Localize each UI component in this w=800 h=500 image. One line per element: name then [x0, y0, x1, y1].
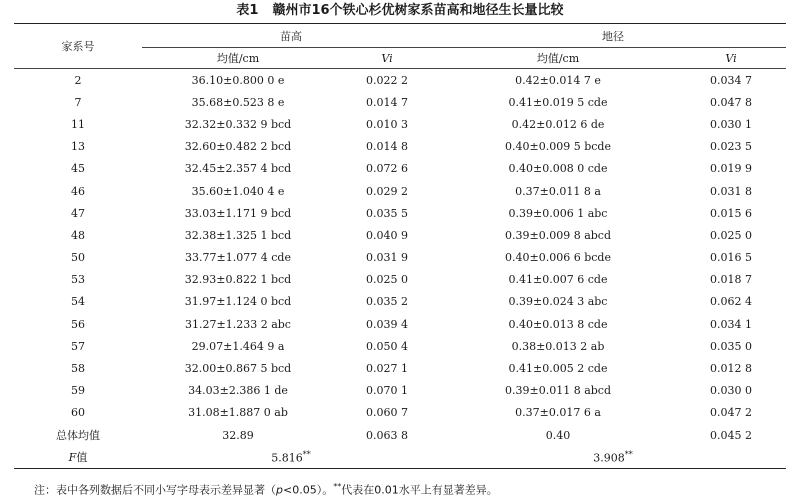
- family-cell: 46: [71, 184, 85, 198]
- table-number: 表1: [236, 3, 259, 18]
- diam-mean-cell: 0.39±0.024 3 abc: [508, 295, 608, 309]
- height-vi-cell: 0.035 5: [366, 206, 408, 220]
- table-row: [14, 247, 786, 269]
- height-mean-cell: 32.00±0.867 5 bcd: [184, 362, 292, 376]
- table-caption: [0, 0, 800, 22]
- overall-diam-vi: 0.045 2: [710, 428, 752, 442]
- diam-mean-cell: 0.41±0.005 2 cde: [508, 362, 608, 376]
- diam-mean-cell: 0.41±0.019 5 cde: [508, 95, 608, 109]
- diam-vi-cell: 0.030 1: [710, 117, 752, 131]
- diam-mean-cell: 0.42±0.012 6 de: [511, 117, 605, 131]
- height-mean-cell: 32.93±0.822 1 bcd: [184, 273, 292, 287]
- diam-vi-cell: 0.034 1: [710, 317, 752, 331]
- diam-mean-cell: 0.37±0.011 8 a: [515, 184, 601, 198]
- diam-vi-cell: 0.019 9: [710, 162, 752, 176]
- height-vi-cell: 0.050 4: [366, 339, 408, 353]
- family-cell: 2: [74, 73, 82, 87]
- family-cell: 58: [71, 362, 85, 376]
- height-vi-cell: 0.035 2: [366, 295, 408, 309]
- diam-mean-cell: 0.39±0.006 1 abc: [508, 206, 608, 220]
- height-mean-cell: 33.03±1.171 9 bcd: [184, 206, 292, 220]
- family-cell: 7: [74, 95, 82, 109]
- overall-mean-row: [14, 424, 786, 446]
- height-mean-cell: 36.10±0.800 0 e: [191, 73, 285, 87]
- family-cell: 13: [71, 140, 85, 154]
- diam-vi-cell: 0.030 0: [710, 384, 752, 398]
- diam-vi-cell: 0.016 5: [710, 251, 752, 265]
- height-mean-cell: 35.60±1.040 4 e: [191, 184, 285, 198]
- table-row: [14, 402, 786, 424]
- table-row: [14, 269, 786, 291]
- height-mean-cell: 32.45±2.357 4 bcd: [184, 162, 292, 176]
- family-cell: 60: [71, 406, 85, 420]
- diam-vi-cell: 0.012 8: [710, 362, 752, 376]
- family-cell: 50: [71, 251, 85, 265]
- diam-vi-cell: 0.015 6: [710, 206, 752, 220]
- height-mean-cell: 32.32±0.332 9 bcd: [184, 117, 292, 131]
- diam-vi-cell: 0.018 7: [710, 273, 752, 287]
- header-height-group: 苗高: [142, 24, 440, 48]
- growth-comparison-table: [14, 23, 786, 469]
- height-mean-cell: 34.03±2.386 1 de: [188, 384, 288, 398]
- height-vi-cell: 0.025 0: [366, 273, 408, 287]
- diam-mean-cell: 0.38±0.013 2 ab: [511, 339, 605, 353]
- height-vi-cell: 0.027 1: [366, 362, 408, 376]
- diam-mean-cell: 0.40±0.013 8 cde: [508, 317, 608, 331]
- height-mean-cell: 32.38±1.325 1 bcd: [184, 228, 292, 242]
- diam-vi-cell: 0.062 4: [710, 295, 752, 309]
- family-cell: 54: [71, 295, 85, 309]
- diam-mean-cell: 0.40±0.008 0 cde: [508, 162, 608, 176]
- diam-vi-cell: 0.047 2: [710, 406, 752, 420]
- height-mean-cell: 31.08±1.887 0 ab: [188, 406, 288, 420]
- height-mean-cell: 31.97±1.124 0 bcd: [184, 295, 292, 309]
- table-row: [14, 180, 786, 202]
- table-row: [14, 313, 786, 335]
- diam-mean-cell: 0.40±0.006 6 bcde: [505, 251, 611, 265]
- family-cell: 56: [71, 317, 85, 331]
- overall-height-mean: 32.89: [222, 428, 254, 442]
- height-vi-cell: 0.029 2: [366, 184, 408, 198]
- f-value-height: 5.816**: [271, 449, 311, 465]
- diam-mean-cell: 0.39±0.009 8 abcd: [505, 228, 611, 242]
- table-body: [14, 69, 786, 425]
- diam-mean-cell: 0.40±0.009 5 bcde: [505, 140, 611, 154]
- table-title: 赣州市16个铁心杉优树家系苗高和地径生长量比较: [272, 3, 564, 18]
- table-row: [14, 91, 786, 113]
- f-value-diam: 3.908**: [593, 449, 633, 465]
- table-row: [14, 335, 786, 357]
- family-cell: 53: [71, 273, 85, 287]
- height-vi-cell: 0.060 7: [366, 406, 408, 420]
- header-diam-vi: Vi: [725, 51, 737, 65]
- height-vi-cell: 0.040 9: [366, 228, 408, 242]
- diam-mean-cell: 0.37±0.017 6 a: [515, 406, 601, 420]
- overall-height-vi: 0.063 8: [366, 428, 408, 442]
- height-mean-cell: 32.60±0.482 2 bcd: [184, 140, 292, 154]
- overall-label: 总体均值: [56, 429, 100, 443]
- diam-mean-cell: 0.39±0.011 8 abcd: [505, 384, 611, 398]
- height-mean-cell: 29.07±1.464 9 a: [191, 339, 285, 353]
- diam-vi-cell: 0.031 8: [710, 184, 752, 198]
- f-value-row: [14, 446, 786, 469]
- height-vi-cell: 0.039 4: [366, 317, 408, 331]
- diam-vi-cell: 0.047 8: [710, 95, 752, 109]
- table-row: [14, 380, 786, 402]
- family-cell: 59: [71, 384, 85, 398]
- height-vi-cell: 0.014 8: [366, 140, 408, 154]
- family-cell: 57: [71, 339, 85, 353]
- family-cell: 45: [71, 162, 85, 176]
- family-cell: 48: [71, 228, 85, 242]
- header-diam-mean: 均值/cm: [536, 52, 580, 65]
- table-row: [14, 291, 786, 313]
- family-cell: 11: [71, 117, 85, 131]
- height-vi-cell: 0.070 1: [366, 384, 408, 398]
- overall-diam-mean: 0.40: [545, 428, 571, 442]
- height-mean-cell: 31.27±1.233 2 abc: [185, 317, 291, 331]
- height-vi-cell: 0.014 7: [366, 95, 408, 109]
- header-height-vi: Vi: [381, 51, 393, 65]
- table-row: [14, 136, 786, 158]
- table-row: [14, 69, 786, 92]
- diam-mean-cell: 0.41±0.007 6 cde: [508, 273, 608, 287]
- table-row: [14, 113, 786, 135]
- table-row: [14, 158, 786, 180]
- header-diameter-group: 地径: [440, 24, 786, 48]
- height-vi-cell: 0.072 6: [366, 162, 408, 176]
- height-vi-cell: 0.010 3: [366, 117, 408, 131]
- table-footnote: 注：表中各列数据后不同小写字母表示差异显著（p<0.05）。**代表在0.01水平上有显著差异。: [34, 482, 498, 497]
- f-value-label: F值: [68, 451, 88, 465]
- table-row: [14, 357, 786, 379]
- diam-vi-cell: 0.023 5: [710, 140, 752, 154]
- height-vi-cell: 0.031 9: [366, 251, 408, 265]
- height-mean-cell: 35.68±0.523 8 e: [191, 95, 285, 109]
- height-vi-cell: 0.022 2: [366, 73, 408, 87]
- header-height-mean: 均值/cm: [216, 52, 260, 65]
- header-family: 家系号: [14, 24, 142, 69]
- diam-vi-cell: 0.035 0: [710, 339, 752, 353]
- diam-mean-cell: 0.42±0.014 7 e: [515, 73, 601, 87]
- diam-vi-cell: 0.034 7: [710, 73, 752, 87]
- diam-vi-cell: 0.025 0: [710, 228, 752, 242]
- table-row: [14, 224, 786, 246]
- family-cell: 47: [71, 206, 85, 220]
- table-row: [14, 202, 786, 224]
- height-mean-cell: 33.77±1.077 4 cde: [185, 251, 291, 265]
